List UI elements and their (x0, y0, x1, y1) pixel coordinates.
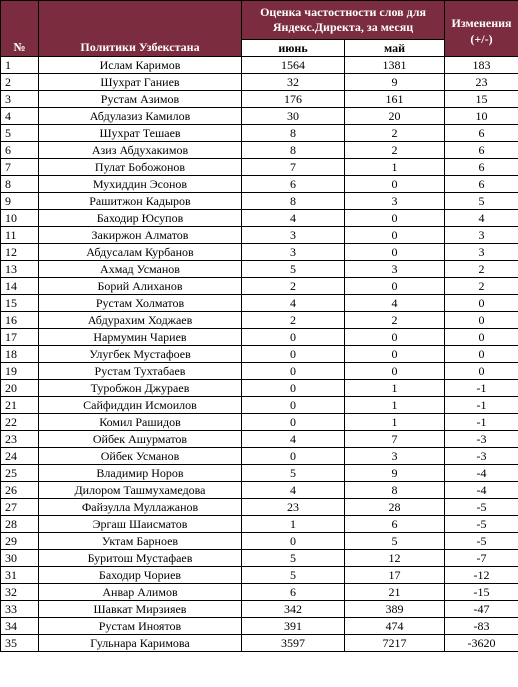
june-value: 1 (242, 516, 345, 533)
june-value: 0 (242, 448, 345, 465)
row-number: 30 (1, 550, 39, 567)
header-june: июнь (242, 40, 345, 57)
june-value: 4 (242, 295, 345, 312)
row-number: 25 (1, 465, 39, 482)
politician-name: Ислам Каримов (39, 57, 242, 74)
may-value: 1 (345, 159, 445, 176)
row-number: 27 (1, 499, 39, 516)
politician-name: Туробжон Джураев (39, 380, 242, 397)
change-value: 4 (445, 210, 518, 227)
june-value: 23 (242, 499, 345, 516)
politician-name: Абдулазиз Камилов (39, 108, 242, 125)
change-value: -4 (445, 465, 518, 482)
may-value: 2 (345, 142, 445, 159)
june-value: 0 (242, 414, 345, 431)
may-value: 6 (345, 516, 445, 533)
politician-name: Комил Рашидов (39, 414, 242, 431)
table-row (1, 91, 518, 108)
may-value: 0 (345, 363, 445, 380)
table-row (1, 108, 518, 125)
table-row (1, 57, 518, 74)
row-number: 31 (1, 567, 39, 584)
row-number: 8 (1, 176, 39, 193)
politician-name: Улугбек Мустафоев (39, 346, 242, 363)
row-number: 15 (1, 295, 39, 312)
june-value: 0 (242, 397, 345, 414)
politician-name: Анвар Алимов (39, 584, 242, 601)
table-row (1, 516, 518, 533)
change-value: 2 (445, 261, 518, 278)
change-value: 15 (445, 91, 518, 108)
table-row (1, 431, 518, 448)
may-value: 0 (345, 346, 445, 363)
politician-name: Эргаш Шаисматов (39, 516, 242, 533)
row-number: 35 (1, 635, 39, 652)
table-row (1, 193, 518, 210)
change-value: 3 (445, 244, 518, 261)
change-value: -3620 (445, 635, 518, 652)
politician-name: Рустам Иноятов (39, 618, 242, 635)
change-value: 10 (445, 108, 518, 125)
june-value: 0 (242, 346, 345, 363)
politician-name: Файзулла Муллажанов (39, 499, 242, 516)
politician-name: Закиржон Алматов (39, 227, 242, 244)
june-value: 2 (242, 312, 345, 329)
row-number: 11 (1, 227, 39, 244)
table-row (1, 278, 518, 295)
june-value: 1564 (242, 57, 345, 74)
may-value: 2 (345, 312, 445, 329)
politician-name: Пулат Бобожонов (39, 159, 242, 176)
politician-name: Азиз Абдухакимов (39, 142, 242, 159)
table-row (1, 159, 518, 176)
change-value: 0 (445, 329, 518, 346)
table-row (1, 448, 518, 465)
june-value: 6 (242, 176, 345, 193)
may-value: 1 (345, 414, 445, 431)
june-value: 391 (242, 618, 345, 635)
change-value: -3 (445, 448, 518, 465)
may-value: 1381 (345, 57, 445, 74)
politician-name: Рустам Азимов (39, 91, 242, 108)
row-number: 7 (1, 159, 39, 176)
june-value: 0 (242, 380, 345, 397)
table-row (1, 414, 518, 431)
table-row (1, 550, 518, 567)
june-value: 5 (242, 465, 345, 482)
may-value: 7217 (345, 635, 445, 652)
june-value: 3 (242, 244, 345, 261)
may-value: 4 (345, 295, 445, 312)
may-value: 0 (345, 227, 445, 244)
politician-name: Шухрат Ганиев (39, 74, 242, 91)
row-number: 4 (1, 108, 39, 125)
change-value: 0 (445, 312, 518, 329)
politician-name: Ахмад Усманов (39, 261, 242, 278)
politician-name: Нармумин Чариев (39, 329, 242, 346)
politician-name: Уктам Барноев (39, 533, 242, 550)
politician-name: Шавкат Мирзияев (39, 601, 242, 618)
may-value: 1 (345, 397, 445, 414)
change-value: 0 (445, 346, 518, 363)
june-value: 8 (242, 142, 345, 159)
june-value: 0 (242, 533, 345, 550)
june-value: 0 (242, 329, 345, 346)
politician-name: Буритош Мустафаев (39, 550, 242, 567)
row-number: 9 (1, 193, 39, 210)
june-value: 30 (242, 108, 345, 125)
change-value: 0 (445, 295, 518, 312)
may-value: 3 (345, 193, 445, 210)
header-change: Изменения (+/-) (445, 1, 518, 57)
table-row (1, 261, 518, 278)
table-body (1, 57, 518, 652)
table-row (1, 482, 518, 499)
may-value: 0 (345, 244, 445, 261)
row-number: 24 (1, 448, 39, 465)
table-row (1, 74, 518, 91)
change-value: -4 (445, 482, 518, 499)
header-number: № (1, 1, 39, 57)
may-value: 8 (345, 482, 445, 499)
table-row (1, 295, 518, 312)
june-value: 32 (242, 74, 345, 91)
row-number: 20 (1, 380, 39, 397)
table-row (1, 244, 518, 261)
june-value: 7 (242, 159, 345, 176)
row-number: 34 (1, 618, 39, 635)
may-value: 20 (345, 108, 445, 125)
row-number: 26 (1, 482, 39, 499)
row-number: 13 (1, 261, 39, 278)
may-value: 3 (345, 261, 445, 278)
june-value: 5 (242, 550, 345, 567)
change-value: -1 (445, 414, 518, 431)
row-number: 10 (1, 210, 39, 227)
table-row (1, 533, 518, 550)
may-value: 12 (345, 550, 445, 567)
table-row (1, 584, 518, 601)
politician-name: Рустам Тухтабаев (39, 363, 242, 380)
table-row (1, 380, 518, 397)
row-number: 2 (1, 74, 39, 91)
table-row (1, 210, 518, 227)
table-row (1, 465, 518, 482)
june-value: 8 (242, 193, 345, 210)
may-value: 389 (345, 601, 445, 618)
header-frequency: Оценка частостности слов для Яндекс.Директа, за месяц (242, 1, 445, 40)
may-value: 1 (345, 380, 445, 397)
table-row (1, 397, 518, 414)
june-value: 5 (242, 261, 345, 278)
may-value: 474 (345, 618, 445, 635)
politician-name: Рашитжон Кадыров (39, 193, 242, 210)
may-value: 21 (345, 584, 445, 601)
june-value: 4 (242, 431, 345, 448)
change-value: 6 (445, 125, 518, 142)
header-politician: Политики Узбекстана (39, 1, 242, 57)
may-value: 17 (345, 567, 445, 584)
table-header (1, 1, 518, 57)
table-row (1, 125, 518, 142)
politician-name: Борий Алиханов (39, 278, 242, 295)
change-value: -15 (445, 584, 518, 601)
change-value: -12 (445, 567, 518, 584)
row-number: 6 (1, 142, 39, 159)
row-number: 33 (1, 601, 39, 618)
table-row (1, 601, 518, 618)
may-value: 28 (345, 499, 445, 516)
politician-name: Шухрат Тешаев (39, 125, 242, 142)
change-value: 6 (445, 159, 518, 176)
change-value: 6 (445, 176, 518, 193)
change-value: -1 (445, 380, 518, 397)
june-value: 8 (242, 125, 345, 142)
row-number: 18 (1, 346, 39, 363)
table-row (1, 312, 518, 329)
june-value: 342 (242, 601, 345, 618)
change-value: 183 (445, 57, 518, 74)
may-value: 5 (345, 533, 445, 550)
change-value: -5 (445, 516, 518, 533)
table-row (1, 567, 518, 584)
may-value: 161 (345, 91, 445, 108)
change-value: -47 (445, 601, 518, 618)
june-value: 176 (242, 91, 345, 108)
may-value: 0 (345, 329, 445, 346)
row-number: 29 (1, 533, 39, 550)
may-value: 0 (345, 176, 445, 193)
change-value: -5 (445, 533, 518, 550)
may-value: 9 (345, 74, 445, 91)
row-number: 12 (1, 244, 39, 261)
politician-name: Сайфиддин Исмоилов (39, 397, 242, 414)
change-value: -83 (445, 618, 518, 635)
row-number: 17 (1, 329, 39, 346)
row-number: 32 (1, 584, 39, 601)
table-row (1, 363, 518, 380)
june-value: 3597 (242, 635, 345, 652)
row-number: 19 (1, 363, 39, 380)
change-value: 5 (445, 193, 518, 210)
table-row (1, 227, 518, 244)
row-number: 1 (1, 57, 39, 74)
table-row (1, 618, 518, 635)
row-number: 21 (1, 397, 39, 414)
politician-name: Владимир Норов (39, 465, 242, 482)
june-value: 0 (242, 363, 345, 380)
table-row (1, 635, 518, 652)
june-value: 5 (242, 567, 345, 584)
june-value: 4 (242, 482, 345, 499)
change-value: 6 (445, 142, 518, 159)
table-row (1, 176, 518, 193)
may-value: 2 (345, 125, 445, 142)
politician-name: Абдурахим Ходжаев (39, 312, 242, 329)
change-value: 3 (445, 227, 518, 244)
politician-name: Ойбек Ашурматов (39, 431, 242, 448)
row-number: 23 (1, 431, 39, 448)
politician-name: Мухиддин Эсонов (39, 176, 242, 193)
politician-name: Гульнара Каримова (39, 635, 242, 652)
may-value: 9 (345, 465, 445, 482)
row-number: 5 (1, 125, 39, 142)
header-may: май (345, 40, 445, 57)
change-value: 2 (445, 278, 518, 295)
row-number: 28 (1, 516, 39, 533)
change-value: -5 (445, 499, 518, 516)
may-value: 3 (345, 448, 445, 465)
politician-name: Абдусалам Курбанов (39, 244, 242, 261)
may-value: 0 (345, 210, 445, 227)
june-value: 3 (242, 227, 345, 244)
politician-name: Ойбек Усманов (39, 448, 242, 465)
may-value: 0 (345, 278, 445, 295)
politician-name: Рустам Холматов (39, 295, 242, 312)
table-row (1, 329, 518, 346)
politician-name: Баходир Чориев (39, 567, 242, 584)
june-value: 4 (242, 210, 345, 227)
row-number: 22 (1, 414, 39, 431)
change-value: 0 (445, 363, 518, 380)
table-row (1, 142, 518, 159)
row-number: 14 (1, 278, 39, 295)
table-row (1, 499, 518, 516)
politician-name: Дилором Ташмухамедова (39, 482, 242, 499)
change-value: -3 (445, 431, 518, 448)
june-value: 2 (242, 278, 345, 295)
change-value: -1 (445, 397, 518, 414)
may-value: 7 (345, 431, 445, 448)
change-value: -7 (445, 550, 518, 567)
change-value: 23 (445, 74, 518, 91)
june-value: 6 (242, 584, 345, 601)
politician-name: Баходир Юсупов (39, 210, 242, 227)
row-number: 3 (1, 91, 39, 108)
table-row (1, 346, 518, 363)
row-number: 16 (1, 312, 39, 329)
